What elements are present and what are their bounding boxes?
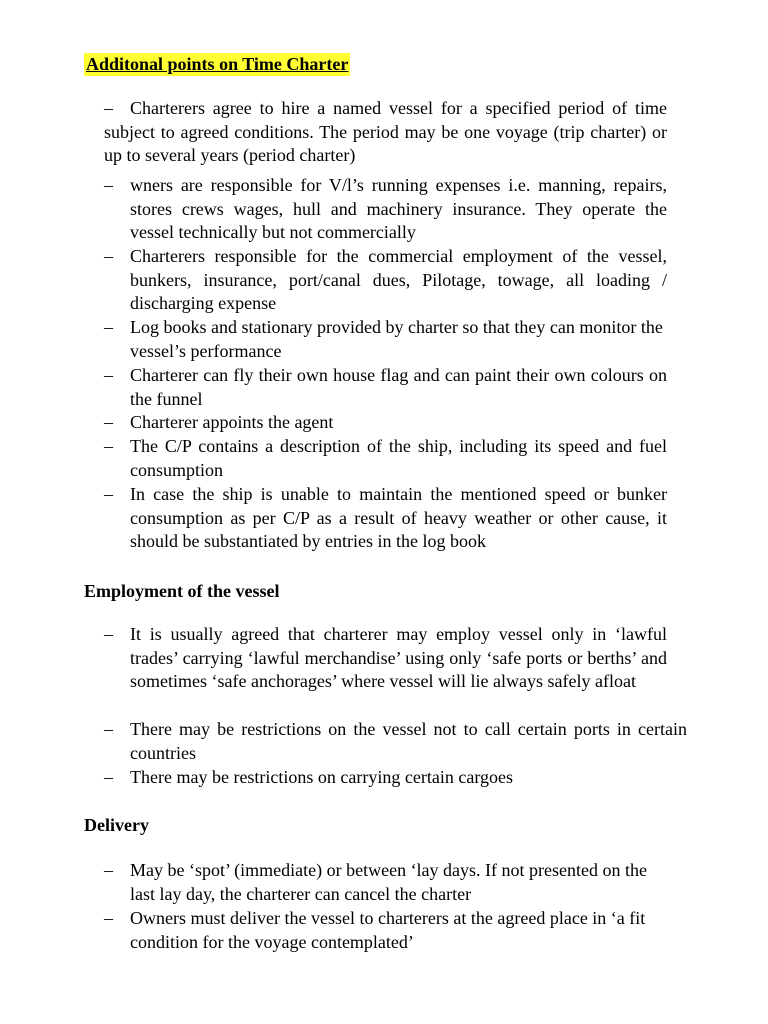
dash-bullet: – [104,412,113,432]
list-item-text: In case the ship is unable to maintain the mentioned speed or bunker consumption as per C/P as a result of heavy weather or other cause, it should be substantiated by entries in the log book [130,484,667,552]
title-part-1: Additonal points [86,54,215,74]
list-item-text: It is usually agreed that charterer may employ vessel only in ‘lawful trades’ carrying ‘lawful merchandise’ using only ‘safe ports or berths’ and sometimes ‘safe anchorages’ where vessel will lie always safely afloat [130,624,667,692]
dash-bullet: – [104,719,113,739]
list-item [104,859,667,906]
list-item [104,435,667,482]
dash-bullet: – [104,98,113,118]
list-item-text: Owners must deliver the vessel to charterers at the agreed place in ‘a fit condition for the voyage contemplated’ [130,908,646,952]
dash-bullet: – [104,484,113,504]
dash-bullet: – [104,860,113,880]
list-item [104,411,667,435]
title-part-2: on Time Charter [214,54,349,74]
list-item-text: Charterers agree to hire a named vessel for a specified period of time subject to agreed conditions. The period may be one voyage (trip charter) or up to several years (period charter) [104,98,667,166]
list-item-text: There may be restrictions on the vessel not to call certain ports in certain countries [130,719,687,763]
dash-bullet: – [104,767,113,787]
dash-bullet: – [104,908,113,928]
list-item-text: The C/P contains a description of the ship, including its speed and fuel consumption [130,436,667,480]
list-item [104,97,667,168]
list-item-text: wners are responsible for V/l’s running expenses i.e. manning, repairs, stores crews wages, hull and machinery insurance. They operate the vessel technically but not commercially [130,175,667,243]
list-item [104,718,687,765]
page-title [84,53,350,76]
list-item [104,623,667,694]
list-item [104,174,667,245]
list-item-text: May be ‘spot’ (immediate) or between ‘lay days. If not presented on the last lay day, the charterer can cancel the charter [130,860,647,904]
list-item [104,316,667,363]
dash-bullet: – [104,624,113,644]
dash-bullet: – [104,436,113,456]
list-item [104,245,667,316]
list-item [104,907,667,954]
section-heading-delivery: Delivery [84,815,149,835]
list-item [104,364,667,411]
dash-bullet: – [104,317,113,337]
list-item-text: Log books and stationary provided by charter so that they can monitor the vessel’s performance [130,317,663,361]
list-item-text: Charterers responsible for the commercial employment of the vessel, bunkers, insurance, port/canal dues, Pilotage, towage, all loading / discharging expense [130,246,667,314]
list-item-text: There may be restrictions on carrying certain cargoes [130,767,514,787]
dash-bullet: – [104,246,113,266]
dash-bullet: – [104,175,113,195]
list-item [104,483,667,554]
list-item [104,766,667,790]
section-heading-employment: Employment of the vessel [84,581,280,601]
dash-bullet: – [104,365,113,385]
list-item-text: Charterer appoints the agent [130,412,334,432]
list-item-text: Charterer can fly their own house flag and can paint their own colours on the funnel [130,365,667,409]
